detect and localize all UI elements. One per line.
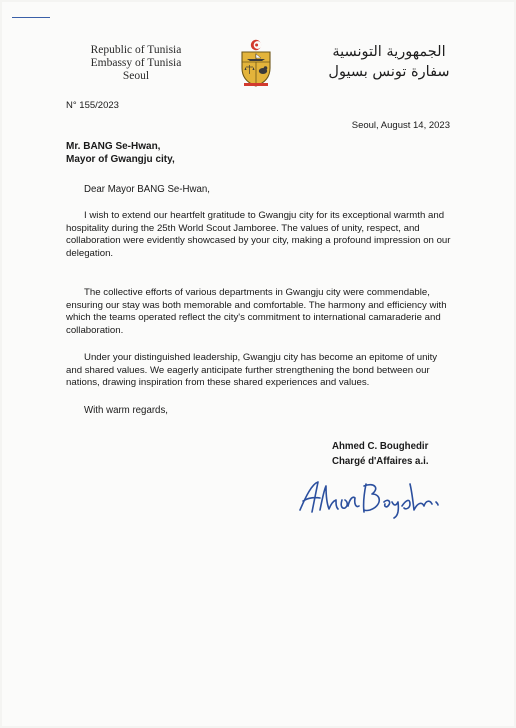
letter-date: Seoul, August 14, 2023 (351, 120, 450, 131)
blue-pen-mark (12, 17, 50, 18)
recipient-title: Mayor of Gwangju city, (66, 154, 175, 165)
body-paragraph: I wish to extend our heartfelt gratitude to Gwangju city for its exceptional warmth and hospitality during the 25th World Scout Jamboree. The values of unity, respect, and collaboration were evidently showcased by your city, making a profound impression on our delegation. (66, 210, 451, 259)
signer-block (332, 439, 429, 469)
letter-page (2, 2, 514, 726)
handwritten-signature (292, 476, 462, 520)
letterhead-city: Seoul (122, 70, 150, 82)
recipient-block (66, 140, 175, 166)
letterhead-arabic-country: الجمهورية التونسية (332, 44, 446, 60)
coat-of-arms-icon (236, 38, 276, 88)
body-paragraph: The collective efforts of various departments in Gwangju city were commendable, ensuring our stay was both memorable and comfortable. The harmony and efficiency with which the teams operated reflect the city's commitment to international camaraderie and collaboration. (66, 287, 447, 336)
reference-number: N° 155/2023 (66, 100, 119, 111)
closing: With warm regards, (84, 405, 168, 416)
signer-title: Chargé d'Affaires a.i. (332, 456, 429, 467)
letterhead-arabic-embassy: سفارة تونس بسيول (328, 64, 450, 80)
letterhead-arabic (314, 42, 464, 82)
letterhead-country: Republic of Tunisia (90, 44, 182, 56)
letterhead-embassy: Embassy of Tunisia (90, 57, 182, 69)
body-paragraph: Under your distinguished leadership, Gwangju city has become an epitome of unity and shared values. We eagerly anticipate further strengthening the bond between our nations, drawing inspiration from these shared experiences and values. (66, 352, 438, 389)
letterhead-english (66, 44, 206, 83)
recipient-name: Mr. BANG Se-Hwan, (66, 141, 161, 152)
salutation: Dear Mayor BANG Se-Hwan, (84, 184, 210, 195)
signer-name: Ahmed C. Boughedir (332, 441, 429, 452)
